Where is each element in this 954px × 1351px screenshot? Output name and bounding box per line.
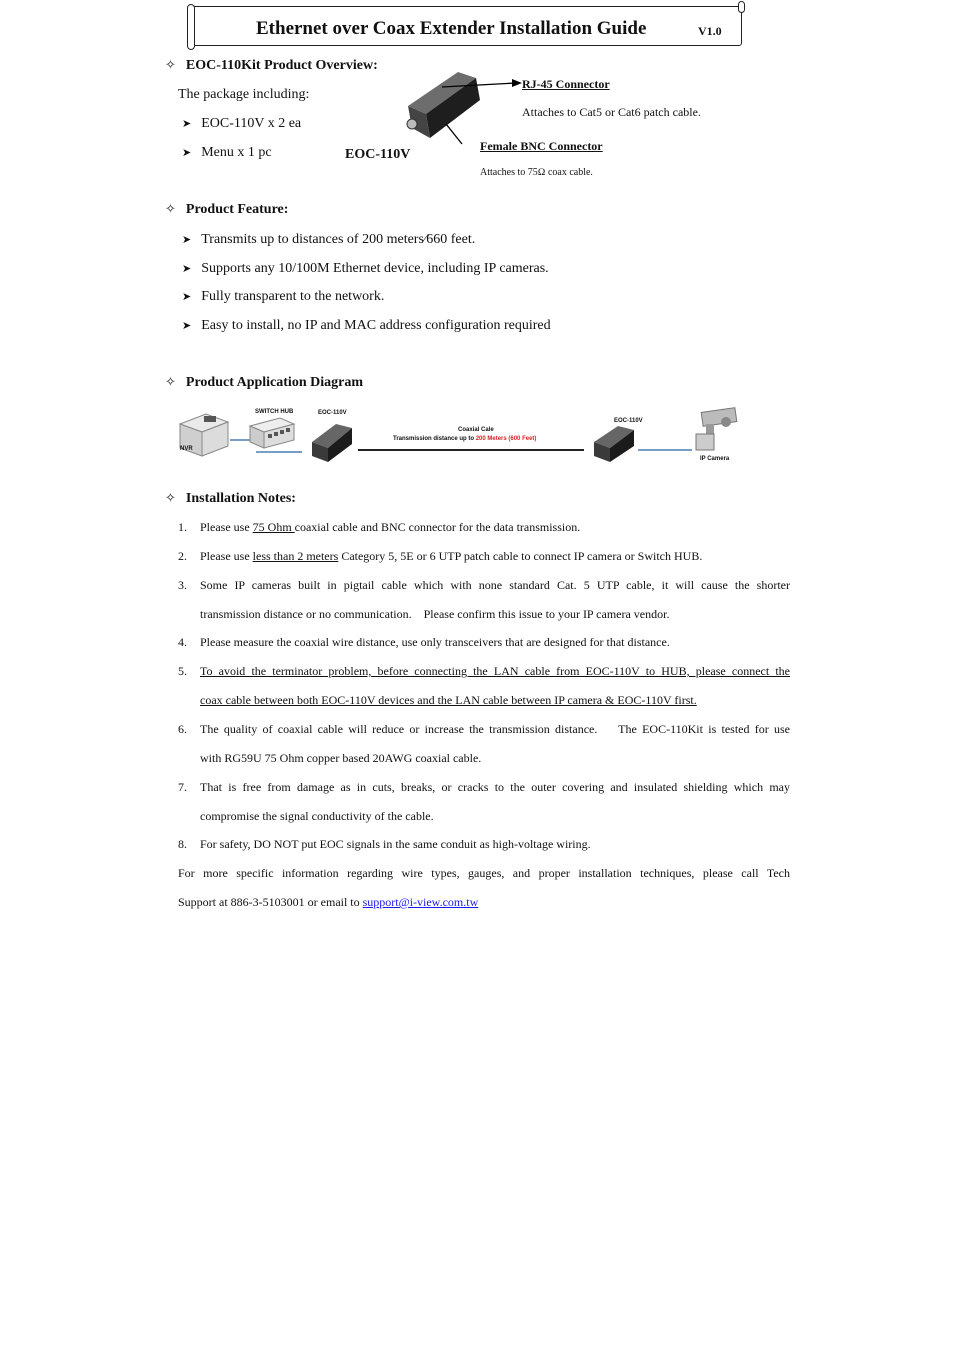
diagram-heading: ✧ Product Application Diagram	[165, 375, 363, 390]
version-label: V1.0	[698, 24, 722, 38]
diamond-icon: ✧	[165, 491, 176, 506]
note-3: 3. Some IP cameras built in pigtail cable which with none standard Cat. 5 UTP cable, it will cause the shorter transmission distance or no communication. Please confirm this issue to your IP camera vendor.	[178, 578, 790, 621]
switch-hub-icon	[250, 418, 294, 448]
nvr-label: NVR	[180, 446, 193, 452]
note-4: 4. Please measure the coaxial wire distance, use only transceivers that are designed for that distance.	[178, 635, 670, 649]
arrow-bullet-icon: ➤	[182, 233, 192, 246]
note-7: 7. That is free from damage as in cuts, breaks, or cracks to the outer covering and insulated shielding which may compromise the signal conductivity of the cable.	[178, 780, 790, 823]
device-label: EOC-110V	[345, 147, 411, 162]
note-2: 2. Please use less than 2 meters Category 5, 5E or 6 UTP patch cable to connect IP camera or Switch HUB.	[178, 549, 703, 563]
arrow-bullet-icon: ➤	[182, 117, 192, 130]
feature-item: ➤ Easy to install, no IP and MAC address configuration required	[182, 318, 551, 333]
diamond-icon: ✧	[165, 58, 176, 73]
feature-item: ➤ Supports any 10/100M Ethernet device, including IP cameras.	[182, 261, 549, 276]
package-item: ➤ EOC-110V x 2 ea	[182, 116, 302, 131]
arrow-bullet-icon: ➤	[182, 146, 192, 159]
ip-camera-icon	[696, 408, 737, 450]
feature-heading: ✧ Product Feature:	[165, 202, 289, 217]
notes-heading: ✧ Installation Notes:	[165, 491, 296, 506]
bnc-desc: Attaches to 75Ω coax cable.	[480, 167, 593, 178]
package-item: ➤ Menu x 1 pc	[182, 145, 272, 160]
support-email-link[interactable]: support@i-view.com.tw	[362, 895, 479, 909]
note-1: 1. Please use 75 Ohm coaxial cable and BNC connector for the data transmission.	[178, 520, 581, 534]
overview-heading: ✧ EOC-110Kit Product Overview:	[165, 58, 378, 73]
feature-item: ➤ Fully transparent to the network.	[182, 289, 385, 304]
note-6: 6. The quality of coaxial cable will reduce or increase the transmission distance. The EOC-110Kit is tested for use with RG59U 75 Ohm copper based 20AWG coaxial cable.	[178, 722, 790, 765]
note-5: 5. To avoid the terminator problem, before connecting the LAN cable from EOC-110V to HUB, please connect the coax cable between both EOC-110V devices and the LAN cable between IP camera & EOC-110V first.	[178, 664, 790, 707]
eoc-right-icon	[594, 426, 634, 462]
camera-label: IP Camera	[700, 456, 730, 462]
switch-label: SWITCH HUB	[255, 409, 294, 415]
page-title: Ethernet over Coax Extender Installation Guide	[256, 18, 647, 39]
arrow-bullet-icon: ➤	[182, 262, 192, 275]
rj45-desc: Attaches to Cat5 or Cat6 patch cable.	[522, 105, 701, 119]
package-intro: The package including:	[178, 87, 310, 102]
eoc-left-icon	[312, 424, 352, 462]
arrow-bullet-icon: ➤	[182, 319, 192, 332]
eoc-left-label: EOC-110V	[318, 410, 347, 416]
arrow-bullet-icon: ➤	[182, 290, 192, 303]
cable-title: Coaxial Cale	[458, 427, 494, 433]
cable-distance: Transmission distance up to 200 Meters (600 Feet)	[393, 436, 537, 442]
bnc-title: Female BNC Connector	[480, 139, 603, 153]
diamond-icon: ✧	[165, 375, 176, 390]
support-footer: For more specific information regarding wire types, gauges, and proper installation techniques, please call Tech Support at 886-3-5103001 or email to support@i-view.com.tw	[178, 866, 790, 909]
rj45-title: RJ-45 Connector	[522, 77, 610, 91]
diamond-icon: ✧	[165, 202, 176, 217]
note-8: 8. For safety, DO NOT put EOC signals in the same conduit as high-voltage wiring.	[178, 837, 591, 851]
eoc-right-label: EOC-110V	[614, 418, 643, 424]
feature-item: ➤ Transmits up to distances of 200 meters⁄660 feet.	[182, 232, 476, 247]
